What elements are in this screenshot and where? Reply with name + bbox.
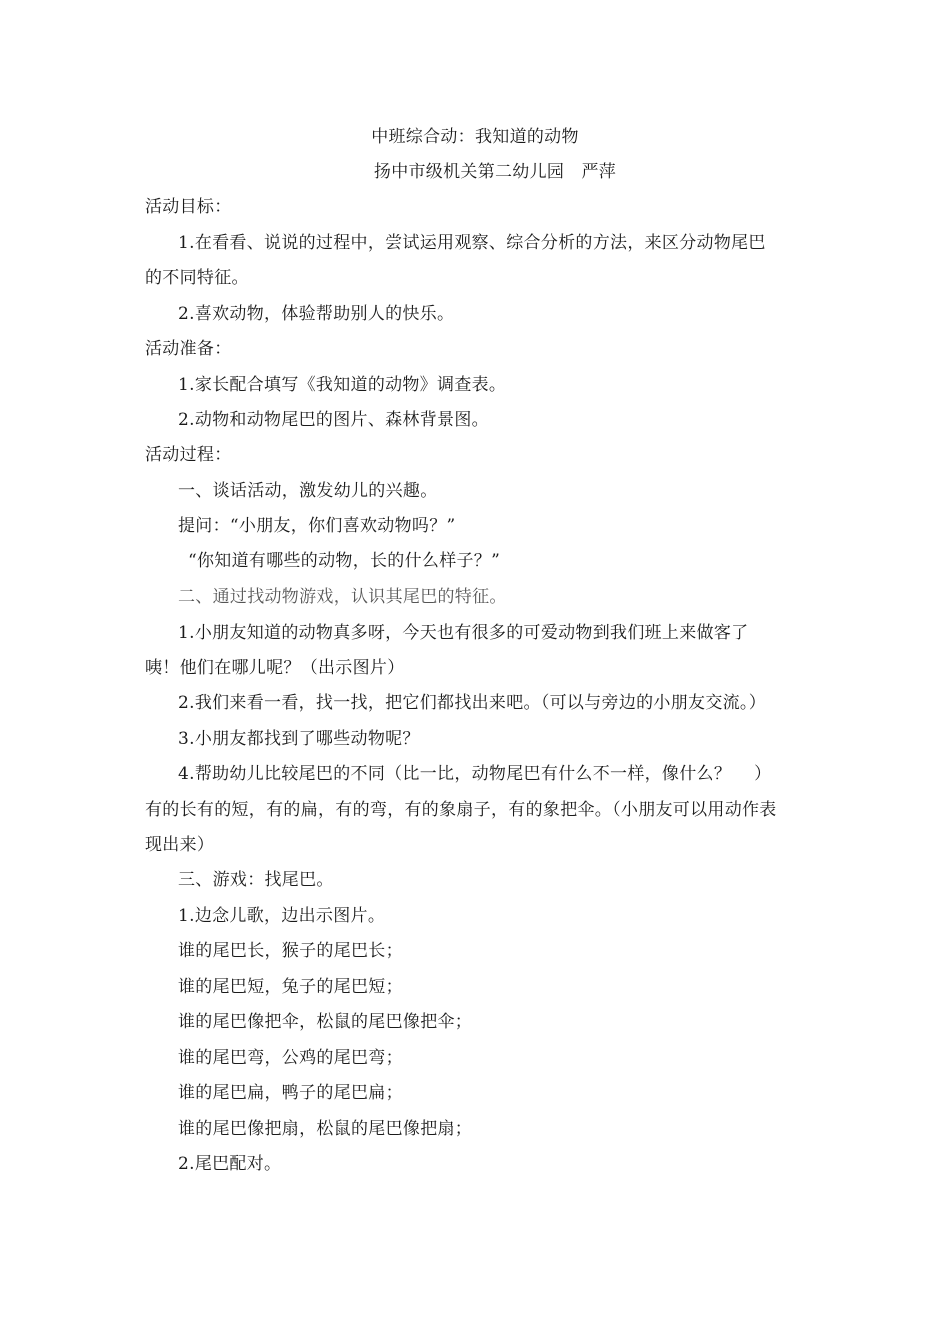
song-line: 谁的尾巴像把伞，松鼠的尾巴像把伞； xyxy=(178,1012,473,1032)
process-question-1: 提问：“小朋友，你们喜欢动物吗？” xyxy=(178,516,456,536)
song-line: 谁的尾巴弯，公鸡的尾巴弯； xyxy=(178,1048,403,1068)
song-line: 谁的尾巴长，猴子的尾巴长； xyxy=(178,941,403,961)
process-step-4-cont-1: 有的长有的短，有的扁，有的弯，有的象扇子，有的象把伞。（小朋友可以用动作表 xyxy=(145,800,777,820)
process-question-2: “你知道有哪些的动物，长的什么样子？” xyxy=(188,551,501,571)
process-part-3: 三、游戏：找尾巴。 xyxy=(178,870,334,890)
process-match: 2.尾巴配对。 xyxy=(178,1154,282,1174)
prep-heading: 活动准备： xyxy=(145,339,232,359)
process-part-2: 二、通过找动物游戏，认识其尾巴的特征。 xyxy=(178,587,507,607)
process-step-2: 2.我们来看一看，找一找，把它们都找出来吧。（可以与旁边的小朋友交流。） xyxy=(178,693,767,713)
process-step-4-cont-2: 现出来） xyxy=(145,835,215,855)
process-part-1: 一、谈话活动，激发幼儿的兴趣。 xyxy=(178,481,438,501)
goal-item-1: 1.在看看、说说的过程中，尝试运用观察、综合分析的方法，来区分动物尾巴 xyxy=(178,233,766,253)
prep-item-2: 2.动物和动物尾巴的图片、森林背景图。 xyxy=(178,410,489,430)
process-heading: 活动过程： xyxy=(145,445,232,465)
goal-item-2: 2.喜欢动物，体验帮助别人的快乐。 xyxy=(178,304,455,324)
song-intro: 1.边念儿歌，边出示图片。 xyxy=(178,906,386,926)
document-title: 中班综合动：我知道的动物 xyxy=(371,127,579,147)
song-line: 谁的尾巴短，兔子的尾巴短； xyxy=(178,977,403,997)
song-line: 谁的尾巴扁，鸭子的尾巴扁； xyxy=(178,1083,403,1103)
process-step-3: 3.小朋友都找到了哪些动物呢？ xyxy=(178,729,420,749)
song-line: 谁的尾巴像把扇，松鼠的尾巴像把扇； xyxy=(178,1119,473,1139)
prep-item-1: 1.家长配合填写《我知道的动物》调查表。 xyxy=(178,375,507,395)
process-step-1: 1.小朋友知道的动物真多呀，今天也有很多的可爱动物到我们班上来做客了 xyxy=(178,623,749,643)
goal-item-1-cont: 的不同特征。 xyxy=(145,268,249,288)
process-step-4: 4.帮助幼儿比较尾巴的不同（比一比，动物尾巴有什么不一样，像什么？ ） xyxy=(178,764,772,784)
author-line: 扬中市级机关第二幼儿园 严萍 xyxy=(373,162,617,182)
goals-heading: 活动目标： xyxy=(145,197,232,217)
process-step-1-cont: 咦！他们在哪儿呢？（出示图片） xyxy=(145,658,405,678)
